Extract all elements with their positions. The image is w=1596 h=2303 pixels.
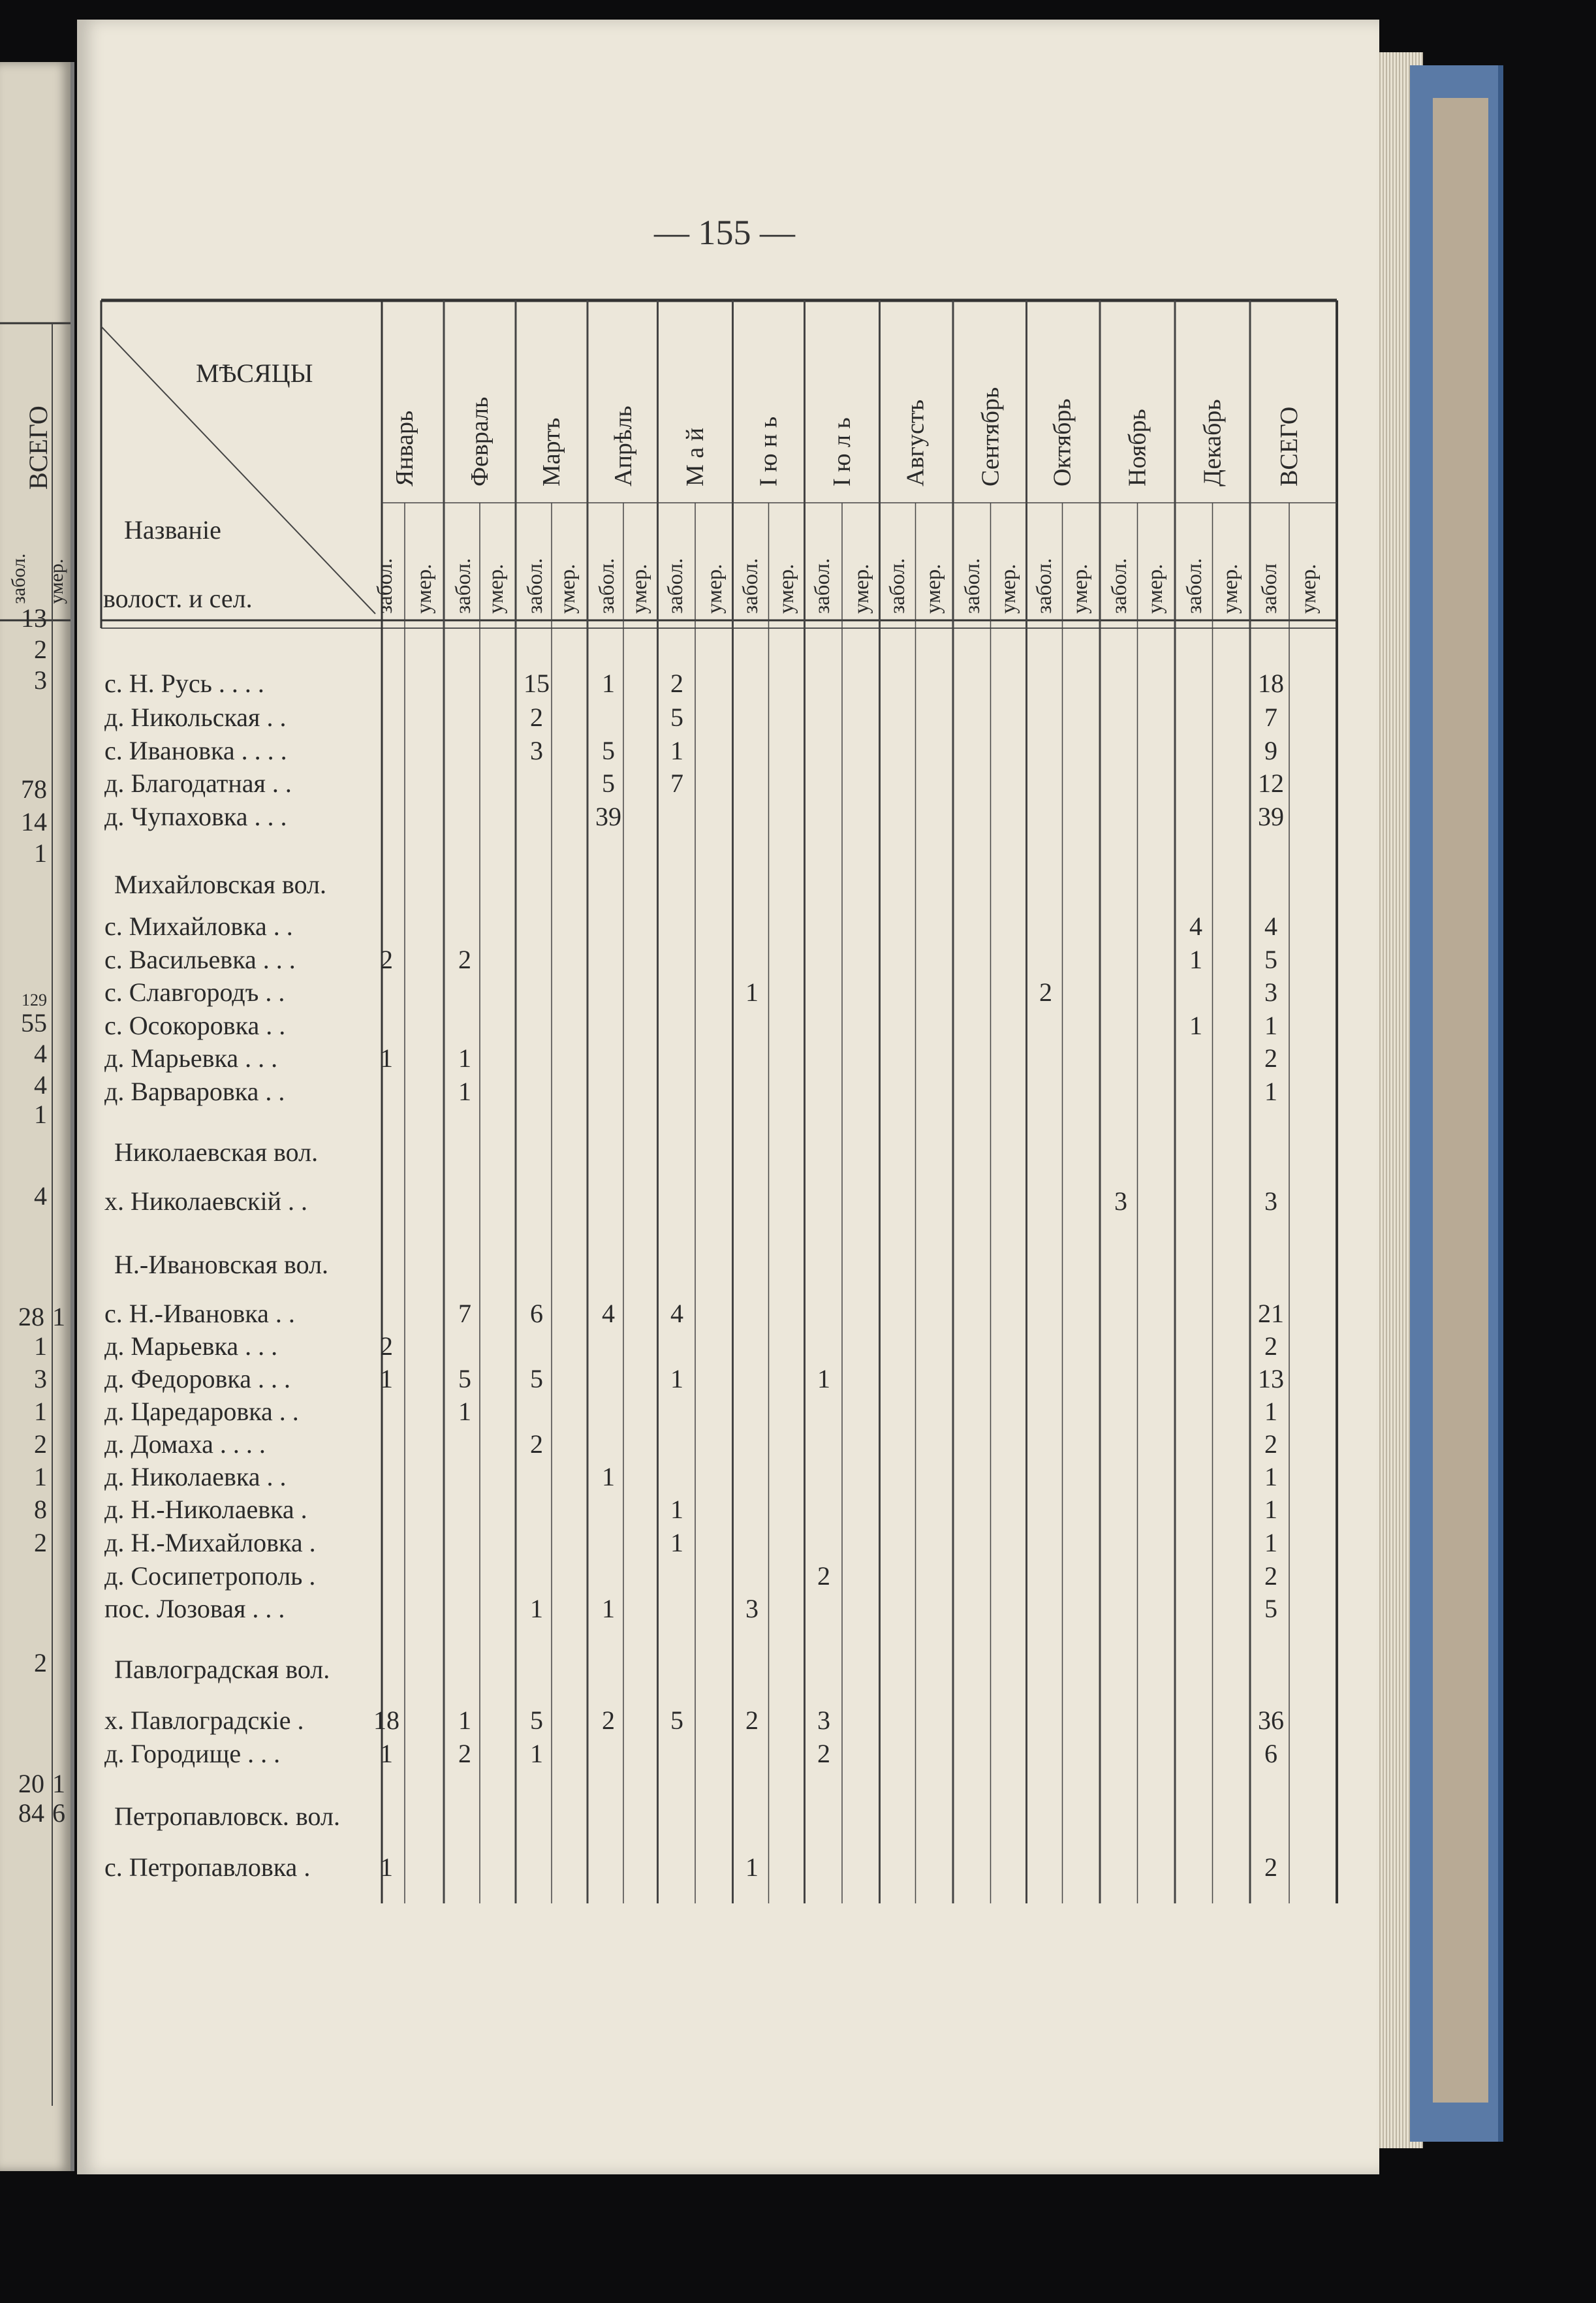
volost-heading: Михайловская вол.: [114, 870, 326, 899]
volost-heading: Павлоградская вол.: [114, 1655, 330, 1684]
left-page-number: 3: [34, 1364, 47, 1393]
village-name: д. Городище . . .: [104, 1739, 281, 1768]
sub-header-sick: забол.: [664, 558, 687, 614]
left-page-number: 13: [21, 603, 47, 633]
left-page-number: 14: [21, 807, 47, 836]
left-page-number: 8: [34, 1495, 47, 1524]
table-cell-value: 15: [524, 669, 550, 698]
table-cell-value: 3: [745, 1594, 759, 1623]
sub-header-dead: умер.: [1144, 564, 1167, 614]
table-cell-value: 4: [602, 1299, 615, 1328]
sub-header-dead: умер.: [1297, 564, 1321, 614]
table-cell-value: 1: [670, 736, 683, 765]
left-page-number: 4: [34, 1070, 47, 1100]
table-cell-value: 1: [530, 1594, 543, 1623]
table-cell-value: 1: [817, 1364, 830, 1393]
table-cell-value: 3: [1264, 977, 1277, 1007]
table-cell-value: 5: [602, 736, 615, 765]
table-cell-value: 1: [670, 1528, 683, 1557]
month-header: Апрѣль: [610, 405, 637, 486]
sub-header-sick: забол: [1258, 563, 1281, 614]
sub-header-sick: забол.: [595, 558, 619, 614]
table-cell-value: 1: [458, 1706, 471, 1735]
village-name: с. Васильевка . . .: [104, 945, 296, 974]
table-cell-value: 2: [1264, 1561, 1277, 1591]
left-header-dead: умер.: [46, 558, 67, 604]
month-header: Мартъ: [538, 417, 565, 486]
village-name: д. Варваровка . .: [104, 1077, 285, 1106]
table-cell-value: 2: [1264, 1331, 1277, 1361]
left-page-number: 28: [18, 1302, 44, 1331]
table-cell-value: 1: [1264, 1011, 1277, 1040]
table-cell-value: 1: [1264, 1397, 1277, 1426]
table-cell-value: 5: [530, 1706, 543, 1735]
left-page-number: 1: [34, 1100, 47, 1129]
corner-months-label: МѢСЯЦЫ: [196, 358, 313, 388]
sub-header-sick: забол.: [739, 558, 762, 614]
table-cell-value: 2: [530, 703, 543, 732]
table-cell-value: 1: [530, 1739, 543, 1768]
village-name: д. Марьевка . . .: [104, 1331, 278, 1361]
village-name: д. Домаха . . . .: [104, 1429, 266, 1459]
sub-header-sick: забол.: [452, 558, 475, 614]
table-cell-value: 18: [373, 1706, 399, 1735]
sub-header-dead: умер.: [628, 564, 651, 614]
table-cell-value: 5: [458, 1364, 471, 1393]
month-header: Декабрь: [1198, 399, 1227, 486]
table-cell-value: 13: [1258, 1364, 1284, 1393]
left-page-number: 4: [34, 1039, 47, 1068]
table-cell-value: 1: [602, 669, 615, 698]
table-cell-value: 1: [1264, 1495, 1277, 1524]
table-cell-value: 1: [458, 1077, 471, 1106]
table-cell-value: 39: [595, 802, 621, 831]
left-page-number: 4: [34, 1181, 47, 1211]
table-cell-value: 2: [670, 669, 683, 698]
table-cell-value: 2: [817, 1561, 830, 1591]
left-page-number: 1: [34, 1331, 47, 1361]
table-cell-value: 7: [670, 769, 683, 798]
village-name: д. Сосипетрополь .: [104, 1561, 316, 1591]
table-cell-value: 4: [670, 1299, 683, 1328]
table-cell-value: 3: [1114, 1186, 1127, 1216]
table-cell-value: 5: [670, 703, 683, 732]
table-cell-value: 5: [1264, 1594, 1277, 1623]
left-page-number: 6: [52, 1798, 65, 1828]
table-cell-value: 4: [1189, 912, 1202, 941]
village-name: д. Марьевка . . .: [104, 1043, 278, 1073]
sub-header-dead: умер.: [997, 564, 1020, 614]
sub-header-dead: умер.: [775, 564, 798, 614]
table-cell-value: 2: [458, 1739, 471, 1768]
table-cell-value: 4: [1264, 912, 1277, 941]
table-cell-value: 2: [1264, 1852, 1277, 1882]
left-header-total: ВСЕГО: [23, 405, 53, 490]
village-name: с. Михайловка . .: [104, 912, 293, 941]
sub-header-dead: умер.: [413, 564, 436, 614]
sub-header-sick: забол.: [373, 558, 397, 614]
sub-header-dead: умер.: [484, 564, 508, 614]
village-name: с. Славгородъ . .: [104, 977, 285, 1007]
table-cell-value: 1: [602, 1594, 615, 1623]
village-name: д. Николаевка . .: [104, 1462, 287, 1491]
left-page-number: 129: [22, 991, 47, 1009]
page-number: — 155 —: [654, 213, 795, 252]
table-cell-value: 2: [745, 1706, 759, 1735]
table-cell-value: 1: [380, 1852, 393, 1882]
left-page-number: 1: [34, 838, 47, 868]
sub-header-sick: забол.: [1033, 558, 1056, 614]
village-name: д. Федоровка . . .: [104, 1364, 290, 1393]
table-cell-value: 1: [1189, 1011, 1202, 1040]
village-name: д. Чупаховка . . .: [104, 802, 287, 831]
left-page-number: 2: [34, 1648, 47, 1677]
left-page-number: 2: [34, 1528, 47, 1557]
village-name: д. Н.-Михайловка .: [104, 1528, 316, 1557]
sub-header-dead: умер.: [556, 564, 580, 614]
table-cell-value: 1: [1264, 1077, 1277, 1106]
table-cell-value: 2: [1264, 1043, 1277, 1073]
table-cell-value: 1: [1264, 1528, 1277, 1557]
month-header: Октябрь: [1048, 398, 1076, 486]
village-name: д. Благодатная . .: [104, 769, 292, 798]
table-cell-value: 6: [1264, 1739, 1277, 1768]
table-cell-value: 2: [1264, 1429, 1277, 1459]
village-name: с. Н.-Ивановка . .: [104, 1299, 295, 1328]
left-header-sick: забол.: [8, 553, 29, 604]
table-cell-value: 1: [745, 1852, 759, 1882]
volost-heading: Николаевская вол.: [114, 1137, 319, 1167]
table-cell-value: 5: [670, 1706, 683, 1735]
left-page-number: 1: [34, 1397, 47, 1426]
left-page-number: 84: [18, 1798, 44, 1828]
table-cell-value: 1: [380, 1364, 393, 1393]
table-cell-value: 12: [1258, 769, 1284, 798]
sub-header-sick: забол.: [1183, 558, 1206, 614]
village-name: с. Петропавловка .: [104, 1852, 311, 1882]
table-cell-value: 1: [1189, 945, 1202, 974]
village-name: с. Осокоровка . .: [104, 1011, 286, 1040]
month-header: І ю л ь: [828, 417, 856, 486]
table-cell-value: 3: [530, 736, 543, 765]
left-page-number: 1: [52, 1302, 65, 1331]
table-cell-value: 9: [1264, 736, 1277, 765]
sub-header-dead: умер.: [922, 564, 945, 614]
table-cell-value: 1: [458, 1043, 471, 1073]
village-name: пос. Лозовая . . .: [104, 1594, 285, 1623]
sub-header-dead: умер.: [1219, 564, 1242, 614]
table-cell-value: 2: [530, 1429, 543, 1459]
table-cell-value: 7: [1264, 703, 1277, 732]
sub-header-sick: забол.: [1108, 558, 1131, 614]
left-page-number: 1: [52, 1769, 65, 1798]
table-cell-value: 5: [530, 1364, 543, 1393]
left-page-number: 20: [18, 1769, 44, 1798]
table-cell-value: 1: [458, 1397, 471, 1426]
sub-header-dead: умер.: [850, 564, 873, 614]
sub-header-dead: умер.: [1069, 564, 1092, 614]
left-page-number: 78: [21, 774, 47, 804]
corner-name-label-2: волост. и сел.: [103, 584, 253, 613]
table-cell-value: 7: [458, 1299, 471, 1328]
sub-header-dead: умер.: [703, 564, 727, 614]
village-name: д. Царедаровка . .: [104, 1397, 299, 1426]
table-cell-value: 18: [1258, 669, 1284, 698]
village-name: д. Н.-Николаевка .: [104, 1495, 307, 1524]
sub-header-sick: забол.: [961, 558, 984, 614]
table-cell-value: 1: [670, 1364, 683, 1393]
table-cell-value: 2: [380, 1331, 393, 1361]
month-header: Январь: [391, 410, 418, 486]
month-header: Февраль: [466, 396, 493, 486]
village-name: с. Н. Русь . . . .: [104, 669, 264, 698]
table-cell-value: 2: [1039, 977, 1052, 1007]
volost-heading: Н.-Ивановская вол.: [114, 1250, 329, 1279]
left-page-number: 55: [21, 1008, 47, 1038]
table-cell-value: 1: [745, 977, 759, 1007]
village-name: х. Николаевскій . .: [104, 1186, 307, 1216]
table-cell-value: 3: [1264, 1186, 1277, 1216]
village-name: д. Никольская . .: [104, 703, 287, 732]
sub-header-sick: забол.: [524, 558, 547, 614]
table-cell-value: 1: [380, 1043, 393, 1073]
table-cell-value: 2: [817, 1739, 830, 1768]
left-page-number: 2: [34, 1429, 47, 1459]
left-page-number: 3: [34, 665, 47, 695]
table-cell-value: 36: [1258, 1706, 1284, 1735]
table-body: [104, 669, 1284, 1882]
month-header: Августъ: [901, 399, 930, 486]
table-cell-value: 2: [602, 1706, 615, 1735]
sub-header-sick: забол.: [886, 558, 909, 614]
table-cell-value: 1: [670, 1495, 683, 1524]
village-name: х. Павлоградскіе .: [104, 1706, 304, 1735]
table-cell-value: 6: [530, 1299, 543, 1328]
volost-heading: Петропавловск. вол.: [114, 1802, 340, 1831]
month-header: Ноябрь: [1123, 409, 1151, 486]
table-cell-value: 5: [1264, 945, 1277, 974]
month-header: І ю н ь: [755, 416, 783, 486]
table-cell-value: 1: [380, 1739, 393, 1768]
table-cell-value: 3: [817, 1706, 830, 1735]
table-cell-value: 5: [602, 769, 615, 798]
table-cell-value: 39: [1258, 802, 1284, 831]
table-cell-value: 2: [380, 945, 393, 974]
sub-header-sick: забол.: [811, 558, 834, 614]
month-header: ВСЕГО: [1275, 406, 1303, 486]
table-cell-value: 1: [602, 1462, 615, 1491]
month-header: Сентябрь: [977, 387, 1005, 486]
left-page-number: 2: [34, 635, 47, 664]
corner-name-label: Названіе: [124, 515, 221, 545]
table-cell-value: 1: [1264, 1462, 1277, 1491]
month-header: М а й: [681, 428, 709, 486]
table-cell-value: 2: [458, 945, 471, 974]
left-page-number: 1: [34, 1462, 47, 1491]
village-name: с. Ивановка . . . .: [104, 736, 287, 765]
table-cell-value: 21: [1258, 1299, 1284, 1328]
